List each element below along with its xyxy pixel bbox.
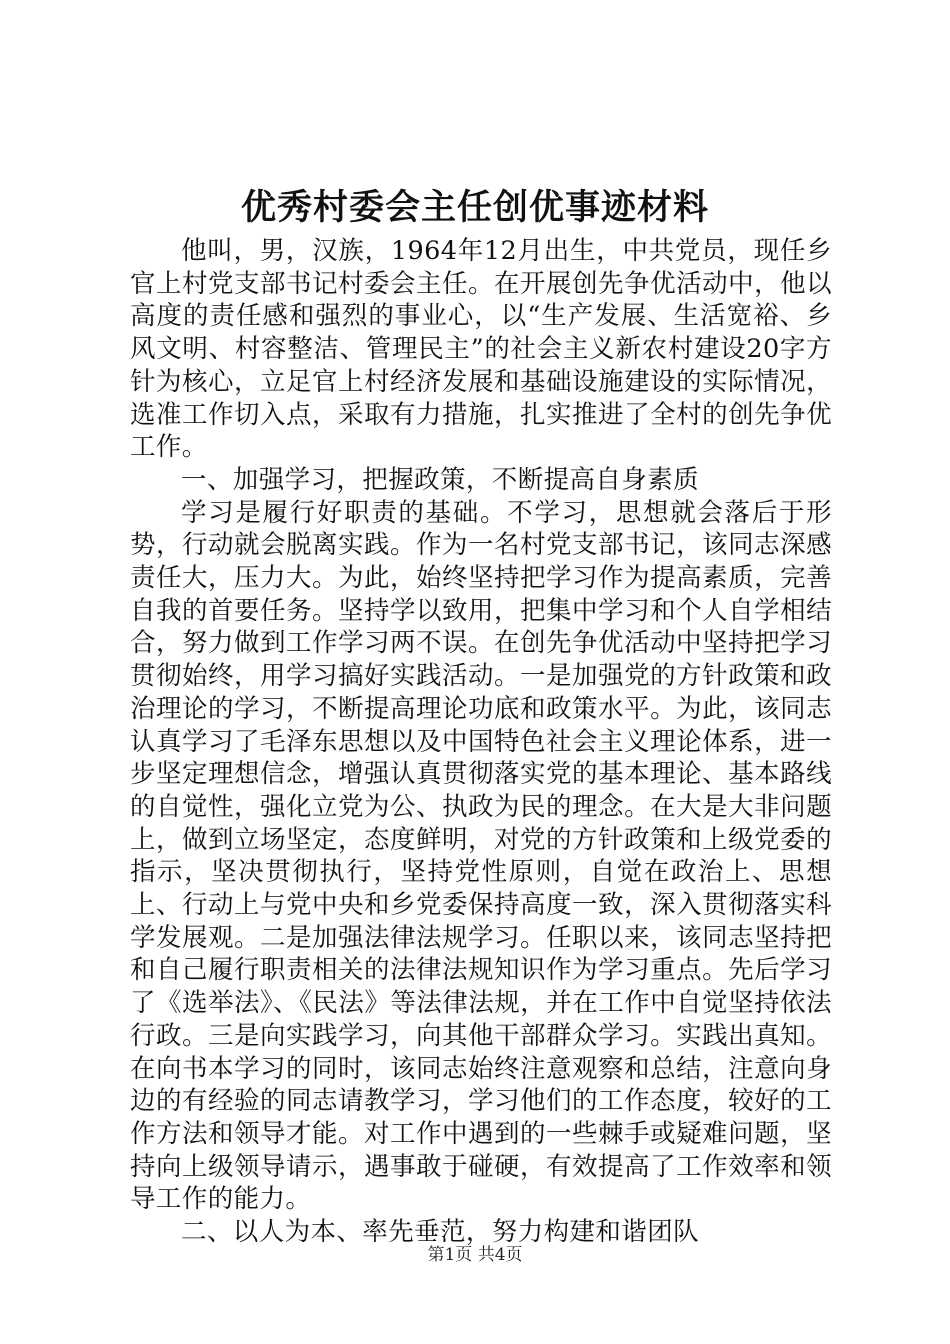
- section-1-paragraph: 学习是履行好职责的基础。不学习，思想就会落后于形势，行动就会脱离实践。作为一名村党支部书记，该同志深感责任大，压力大。为此，始终坚持把学习作为提高素质，完善自我的首要任务。坚持学以致用，把集中学习和个人自学相结合，努力做到工作学习两不误。在创先争优活动中坚持把学习贯彻始终，用学习搞好实践活动。一是加强党的方针政策和政治理论的学习，不断提高理论功底和政策水平。为此，该同志认真学习了毛泽东思想以及中国特色社会主义理论体系，进一步坚定理想信念，增强认真贯彻落实党的基本理论、基本路线的自觉性，强化立党为公、执政为民的理念。在大是大非问题上，做到立场坚定，态度鲜明，对党的方针政策和上级党委的指示，坚决贯彻执行，坚持党性原则，自觉在政治上、思想上、行动上与党中央和乡党委保持高度一致，深入贯彻落实科学发展观。二是加强法律法规学习。任职以来，该同志坚持把和自己履行职责相关的法律法规知识作为学习重点。先后学习了《选举法》、《民法》等法律法规，并在工作中自觉坚持依法行政。三是向实践学习，向其他干部群众学习。实践出真知。在向书本学习的同时，该同志始终注意观察和总结，注意向身边的有经验的同志请教学习，学习他们的工作态度，较好的工作方法和领导才能。对工作中遇到的一些棘手或疑难问题，坚持向上级领导请示，遇事敢于碰硬，有效提高了工作效率和领导工作的能力。: [130, 497, 832, 1215]
- section-heading-1: 一、加强学习，把握政策，不断提高自身素质: [181, 464, 700, 495]
- intro-paragraph: 他叫，男，汉族，1964年12月出生，中共党员，现任乡官上村党支部书记村委会主任。在开展创先争优活动中，他以高度的责任感和强烈的事业心，以“生产发展、生活宽裕、乡风文明、村容整洁、管理民主”的社会主义新农村建设20字方针为核心，立足官上村经济发展和基础设施建设的实际情况，选准工作切入点，采取有力措施，扎实推进了全村的创先争优工作。: [130, 236, 832, 463]
- section-heading-2: 二、以人为本、率先垂范，努力构建和谐团队: [181, 1217, 700, 1248]
- document-body: [130, 235, 832, 1249]
- document-title: 优秀村委会主任创优事迹材料: [240, 187, 709, 228]
- page-number-footer: 第1页 共4页: [427, 1245, 523, 1265]
